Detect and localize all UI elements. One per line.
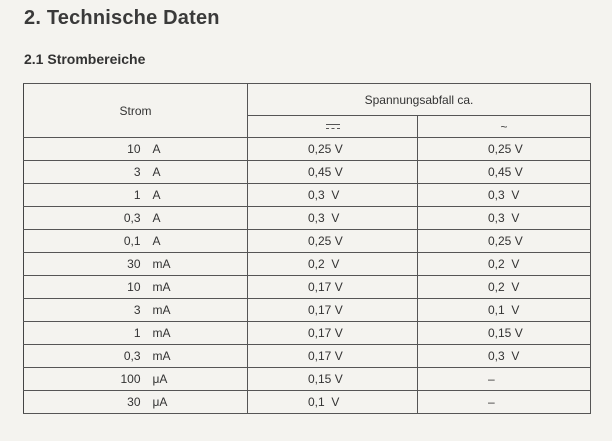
- strom-unit: A: [152, 142, 161, 156]
- strom-unit: μA: [152, 395, 168, 409]
- table-row: [24, 345, 591, 368]
- cell-strom: [24, 138, 248, 161]
- cell-ac-voltage: 0,3 V: [418, 345, 591, 368]
- section-heading: 2. Technische Daten: [24, 7, 220, 29]
- strom-unit: A: [152, 188, 161, 202]
- strom-unit: mA: [152, 257, 171, 271]
- header-ac: ~: [418, 116, 591, 138]
- strom-unit: mA: [152, 326, 171, 340]
- header-spannungsabfall: Spannungsabfall ca.: [248, 84, 591, 116]
- cell-dc-voltage: 0,25 V: [248, 138, 418, 161]
- table-row: [24, 138, 591, 161]
- table-row: [24, 276, 591, 299]
- cell-ac-voltage: 0,3 V: [418, 184, 591, 207]
- strom-unit: A: [152, 234, 161, 248]
- strom-value: 3: [133, 303, 141, 317]
- strom-value: 0,3: [123, 349, 141, 363]
- strom-value: 30: [127, 257, 141, 271]
- cell-dc-voltage: 0,25 V: [248, 230, 418, 253]
- cell-ac-voltage: 0,15 V: [418, 322, 591, 345]
- strom-unit: mA: [152, 349, 171, 363]
- cell-strom: [24, 184, 248, 207]
- table-row: [24, 368, 591, 391]
- cell-strom: [24, 391, 248, 414]
- cell-ac-voltage: –: [418, 368, 591, 391]
- cell-strom: [24, 345, 248, 368]
- cell-dc-voltage: 0,17 V: [248, 299, 418, 322]
- current-ranges-table: [23, 83, 591, 414]
- header-dc: [248, 116, 418, 138]
- strom-value: 30: [127, 395, 141, 409]
- cell-dc-voltage: 0,17 V: [248, 345, 418, 368]
- strom-value: 1: [133, 188, 141, 202]
- header-strom: Strom: [24, 84, 248, 138]
- cell-dc-voltage: 0,1 V: [248, 391, 418, 414]
- strom-value: 10: [127, 280, 141, 294]
- table-row: [24, 207, 591, 230]
- cell-dc-voltage: 0,17 V: [248, 276, 418, 299]
- cell-strom: [24, 368, 248, 391]
- cell-ac-voltage: 0,1 V: [418, 299, 591, 322]
- table-row: [24, 391, 591, 414]
- cell-ac-voltage: 0,2 V: [418, 253, 591, 276]
- table-row: [24, 184, 591, 207]
- table-row: [24, 253, 591, 276]
- strom-unit: A: [152, 211, 161, 225]
- cell-strom: [24, 276, 248, 299]
- cell-strom: [24, 230, 248, 253]
- cell-ac-voltage: 0,3 V: [418, 207, 591, 230]
- table-row: [24, 161, 591, 184]
- cell-dc-voltage: 0,15 V: [248, 368, 418, 391]
- cell-strom: [24, 161, 248, 184]
- strom-unit: A: [152, 165, 161, 179]
- cell-ac-voltage: 0,25 V: [418, 230, 591, 253]
- cell-dc-voltage: 0,17 V: [248, 322, 418, 345]
- strom-value: 0,1: [123, 234, 141, 248]
- cell-ac-voltage: 0,25 V: [418, 138, 591, 161]
- strom-value: 10: [127, 142, 141, 156]
- dc-symbol-icon: [326, 124, 340, 130]
- table-row: [24, 230, 591, 253]
- strom-value: 3: [133, 165, 141, 179]
- cell-strom: [24, 207, 248, 230]
- cell-ac-voltage: –: [418, 391, 591, 414]
- strom-value: 0,3: [123, 211, 141, 225]
- cell-strom: [24, 299, 248, 322]
- strom-value: 1: [133, 326, 141, 340]
- cell-ac-voltage: 0,2 V: [418, 276, 591, 299]
- cell-strom: [24, 322, 248, 345]
- cell-strom: [24, 253, 248, 276]
- table-row: [24, 322, 591, 345]
- strom-value: 100: [120, 372, 141, 386]
- table-body: [24, 138, 591, 414]
- strom-unit: mA: [152, 280, 171, 294]
- cell-dc-voltage: 0,2 V: [248, 253, 418, 276]
- subsection-heading: 2.1 Strombereiche: [24, 51, 146, 67]
- cell-dc-voltage: 0,3 V: [248, 207, 418, 230]
- cell-dc-voltage: 0,45 V: [248, 161, 418, 184]
- table-row: [24, 299, 591, 322]
- cell-ac-voltage: 0,45 V: [418, 161, 591, 184]
- strom-unit: μA: [152, 372, 168, 386]
- strom-unit: mA: [152, 303, 171, 317]
- cell-dc-voltage: 0,3 V: [248, 184, 418, 207]
